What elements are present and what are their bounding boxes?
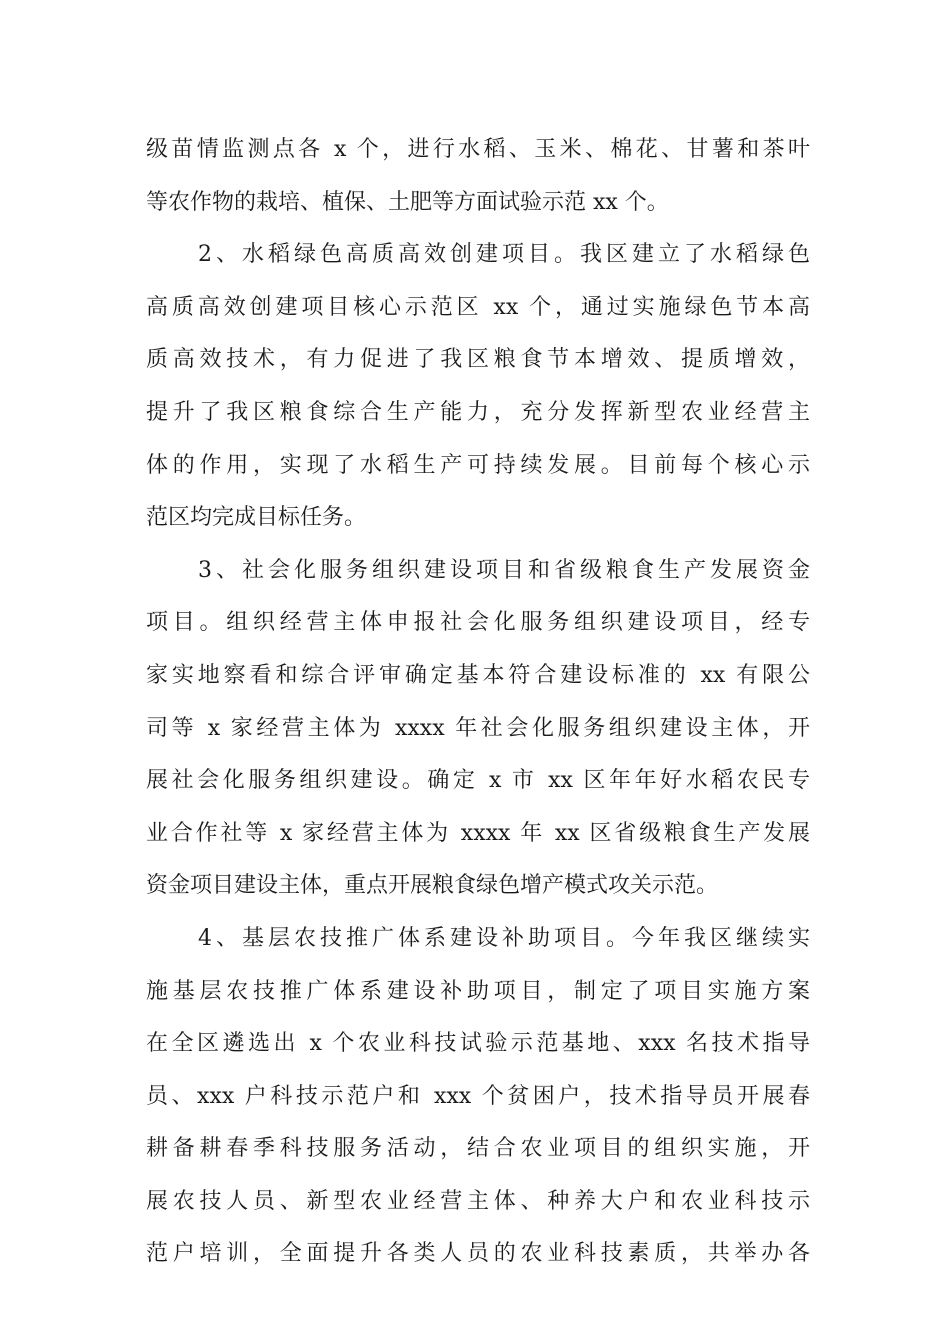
text-line: 耕备耕春季科技服务活动，结合农业项目的组织实施，开 — [146, 1136, 810, 1162]
text-line: 等农作物的栽培、植保、土肥等方面试验示范 xx 个。 — [146, 189, 669, 215]
text-line: 展农技人员、新型农业经营主体、种养大户和农业科技示 — [146, 1188, 810, 1214]
text-line: 范户培训，全面提升各类人员的农业科技素质，共举办各 — [146, 1241, 810, 1267]
text-line: 业合作社等 x 家经营主体为 xxxx 年 xx 区省级粮食生产发展 — [146, 820, 810, 846]
text-line: 质高效技术，有力促进了我区粮食节本增效、提质增效， — [146, 347, 810, 373]
text-line: 员、xxx 户科技示范户和 xxx 个贫困户，技术指导员开展春 — [146, 1083, 810, 1109]
text-line: 项目。组织经营主体申报社会化服务组织建设项目，经专 — [146, 610, 810, 636]
text-line: 高质高效创建项目核心示范区 xx 个，通过实施绿色节本高 — [146, 294, 810, 320]
text-line: 家实地察看和综合评审确定基本符合建设标准的 xx 有限公 — [146, 662, 810, 688]
text-line: 资金项目建设主体，重点开展粮食绿色增产模式攻关示范。 — [146, 873, 719, 899]
body-text — [146, 128, 810, 1285]
text-line: 在全区遴选出 x 个农业科技试验示范基地、xxx 名技术指导 — [146, 1031, 810, 1057]
text-line: 3、社会化服务组织建设项目和省级粮食生产发展资金 — [146, 557, 810, 583]
text-line: 范区均完成目标任务。 — [146, 505, 367, 531]
text-line: 提升了我区粮食综合生产能力，充分发挥新型农业经营主 — [146, 399, 810, 425]
text-line: 体的作用，实现了水稻生产可持续发展。目前每个核心示 — [146, 452, 810, 478]
text-line: 2、水稻绿色高质高效创建项目。我区建立了水稻绿色 — [146, 242, 810, 268]
text-line: 4、基层农技推广体系建设补助项目。今年我区继续实 — [146, 925, 810, 951]
text-line: 级苗情监测点各 x 个，进行水稻、玉米、棉花、甘薯和茶叶 — [146, 137, 810, 162]
text-line: 司等 x 家经营主体为 xxxx 年社会化服务组织建设主体，开 — [146, 715, 810, 741]
text-line: 施基层农技推广体系建设补助项目，制定了项目实施方案 — [146, 978, 810, 1004]
text-line: 展社会化服务组织建设。确定 x 市 xx 区年年好水稻农民专 — [146, 768, 810, 794]
